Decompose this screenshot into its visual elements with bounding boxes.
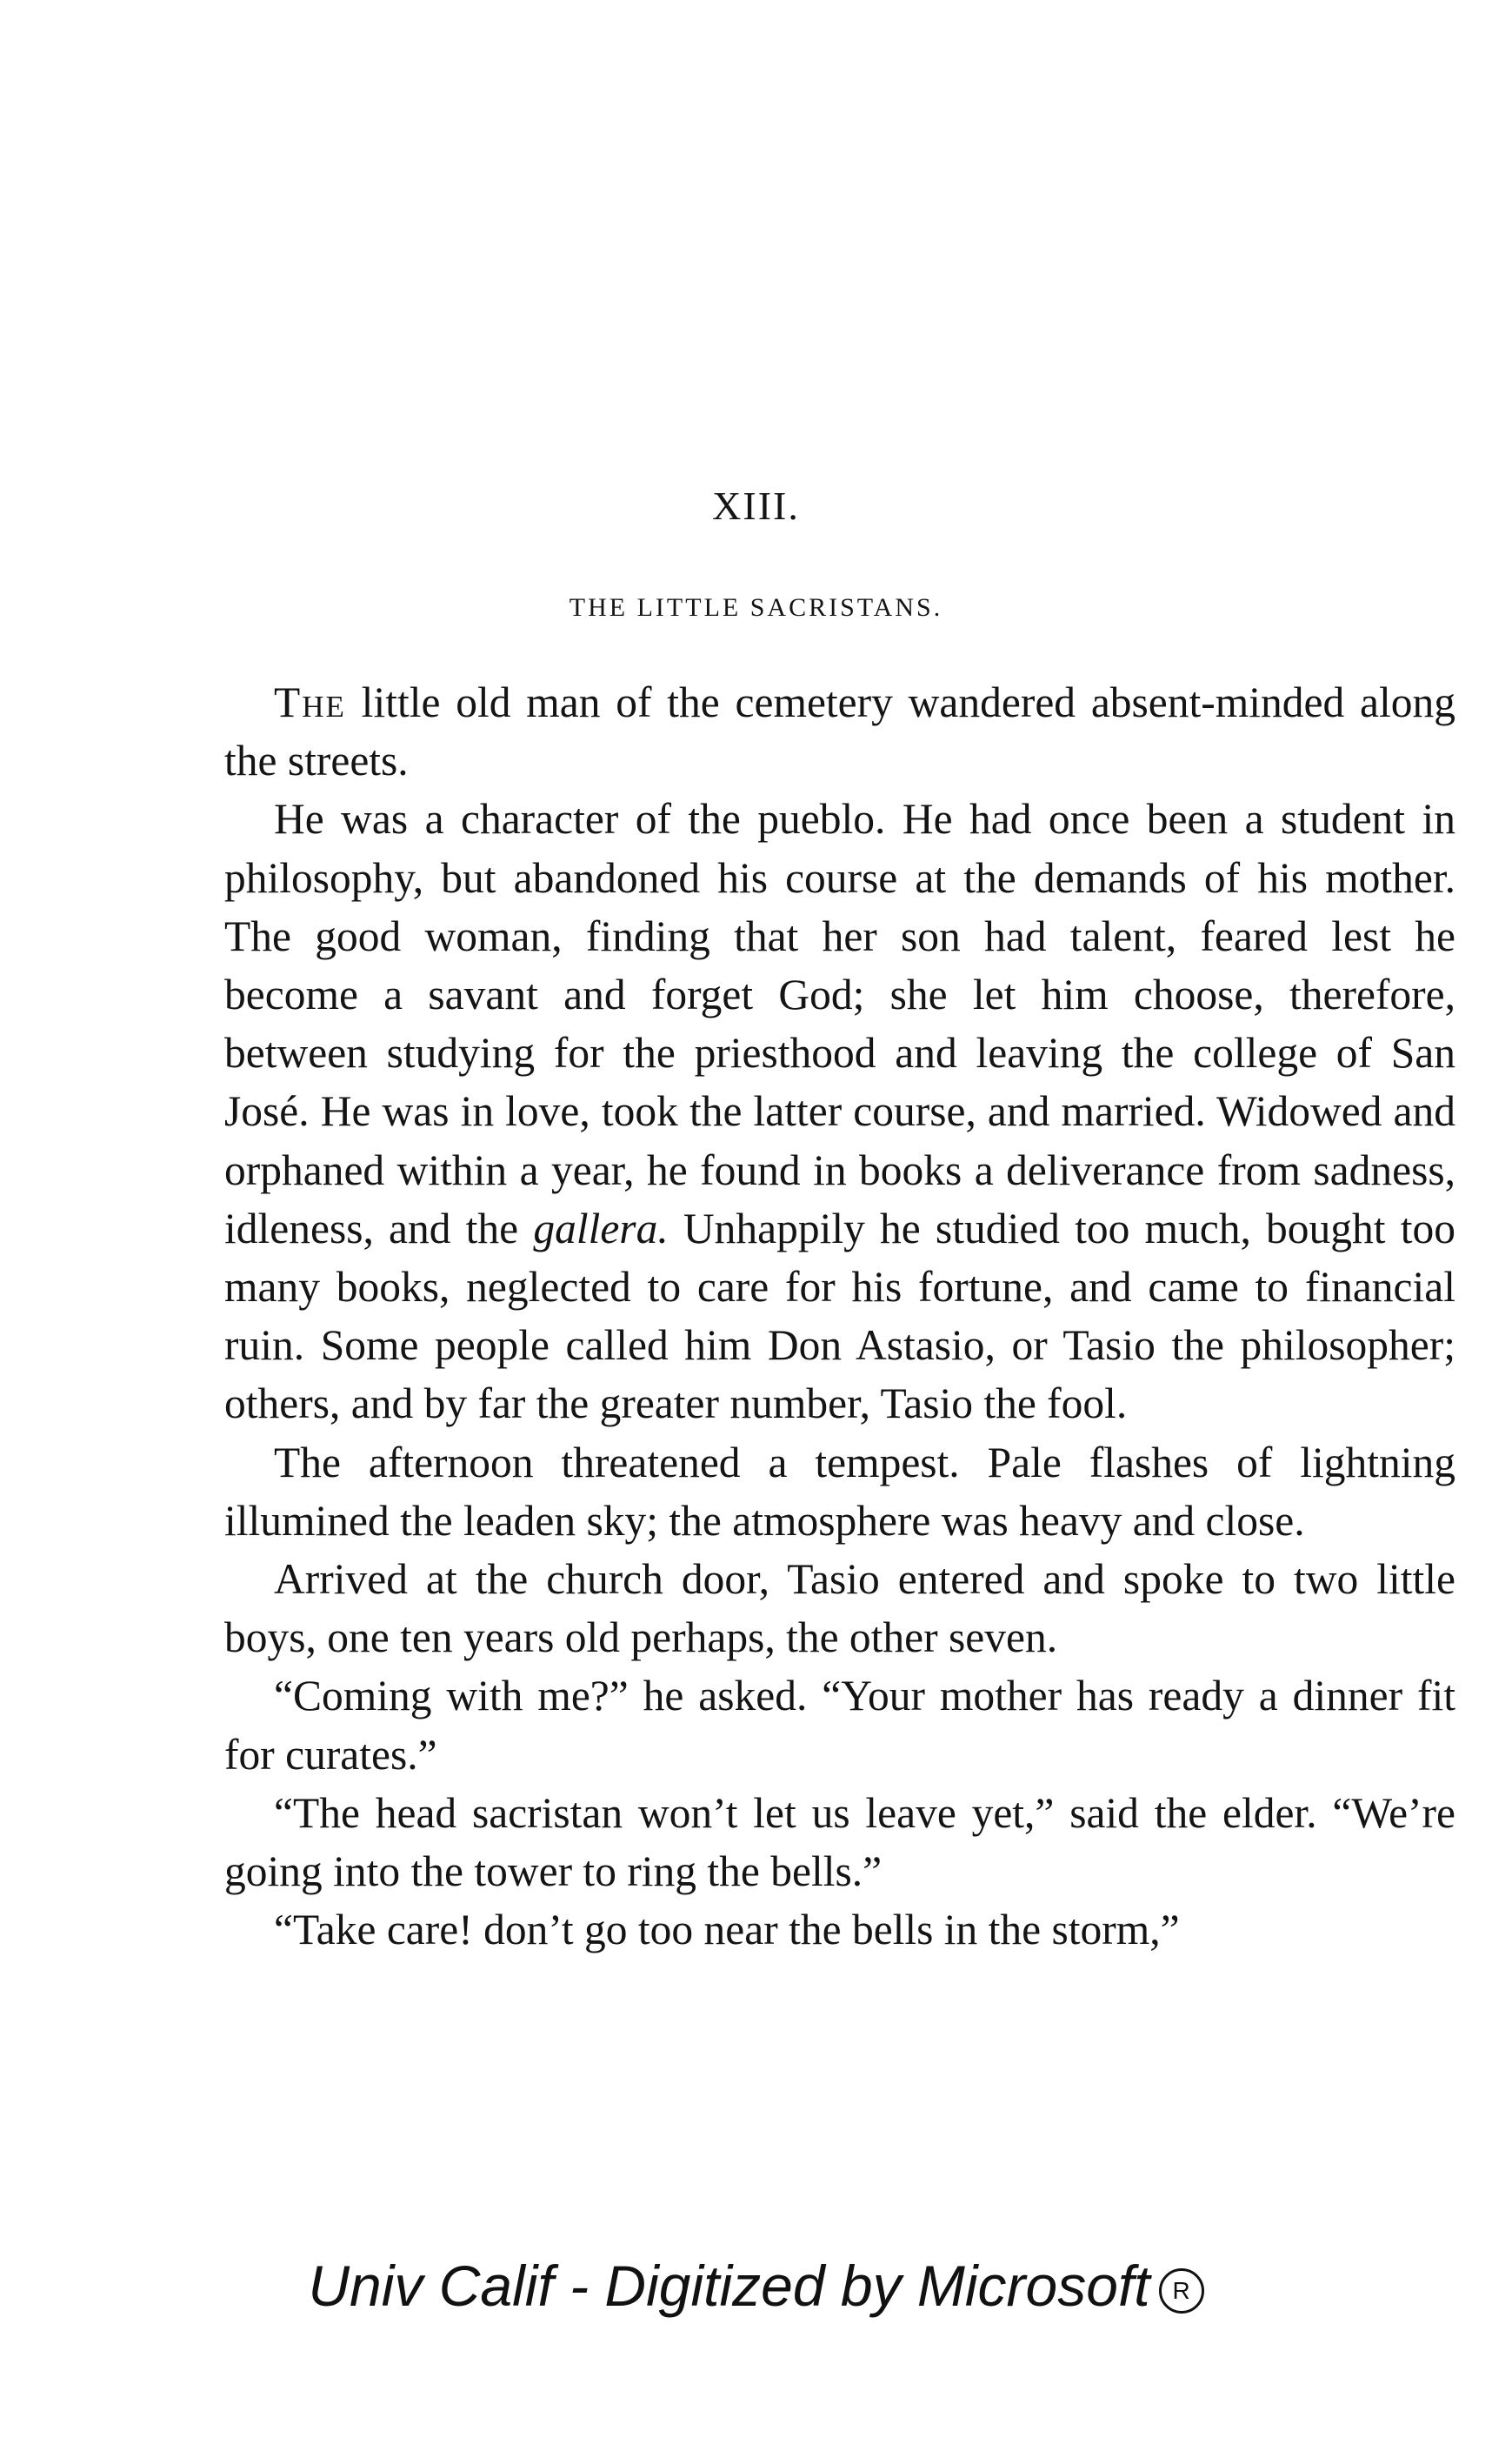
paragraph-2	[224, 790, 1455, 1432]
watermark-text: Univ Calif - Digitized by Microsoft	[308, 2254, 1150, 2318]
body-text	[224, 673, 1455, 1959]
paragraph-4: Arrived at the church door, Tasio entered and spoke to two little boys, one ten years old perhaps, the other seven.	[224, 1555, 1455, 1662]
paragraph-1	[224, 673, 1455, 790]
paragraph-text: Unhappily he studied too much, bought too many books, neglected to care for his fortune, and came to financial ruin. Some people called him Don Astasio, or Tasio the philosopher; others, and by far the greater number, Tasio the fool.	[224, 1204, 1455, 1428]
paragraph-3: The afternoon threatened a tempest. Pale flashes of lightning illumined the leaden sky; the atmosphere was heavy and close.	[224, 1438, 1455, 1545]
paragraph-6: “The head sacristan won’t let us leave yet,” said the elder. “We’re going into the tower to ring the bells.”	[224, 1788, 1455, 1896]
registered-mark-icon: R	[1159, 2268, 1204, 2314]
paragraph-text: little old man of the cemetery wandered absent-minded along the streets.	[224, 678, 1455, 785]
drop-word: The	[274, 678, 346, 726]
chapter-number: XIII.	[712, 484, 800, 528]
paragraph-5: “Coming with me?” he asked. “Your mother has ready a dinner fit for curates.”	[224, 1672, 1455, 1779]
paragraph-7: “Take care! don’t go too near the bells in the storm,”	[274, 1906, 1180, 1954]
chapter-title: THE LITTLE SACRISTANS.	[569, 593, 943, 622]
paragraph-text: He was a character of the pueblo. He had once been a student in philosophy, but abandoned his course at the demands of his mother. The good woman, finding that her son had talent, feared lest he become a savant and forget God; she let him choose, therefore, between studying for the priesthood and leaving the college of San José. He was in love, took the latter course, and married. Widowed and orphaned within a year, he found in books a deliverance from sadness, idleness, and the	[224, 795, 1455, 1252]
italic-term: gallera.	[533, 1204, 669, 1252]
digitization-watermark	[0, 2253, 1512, 2319]
